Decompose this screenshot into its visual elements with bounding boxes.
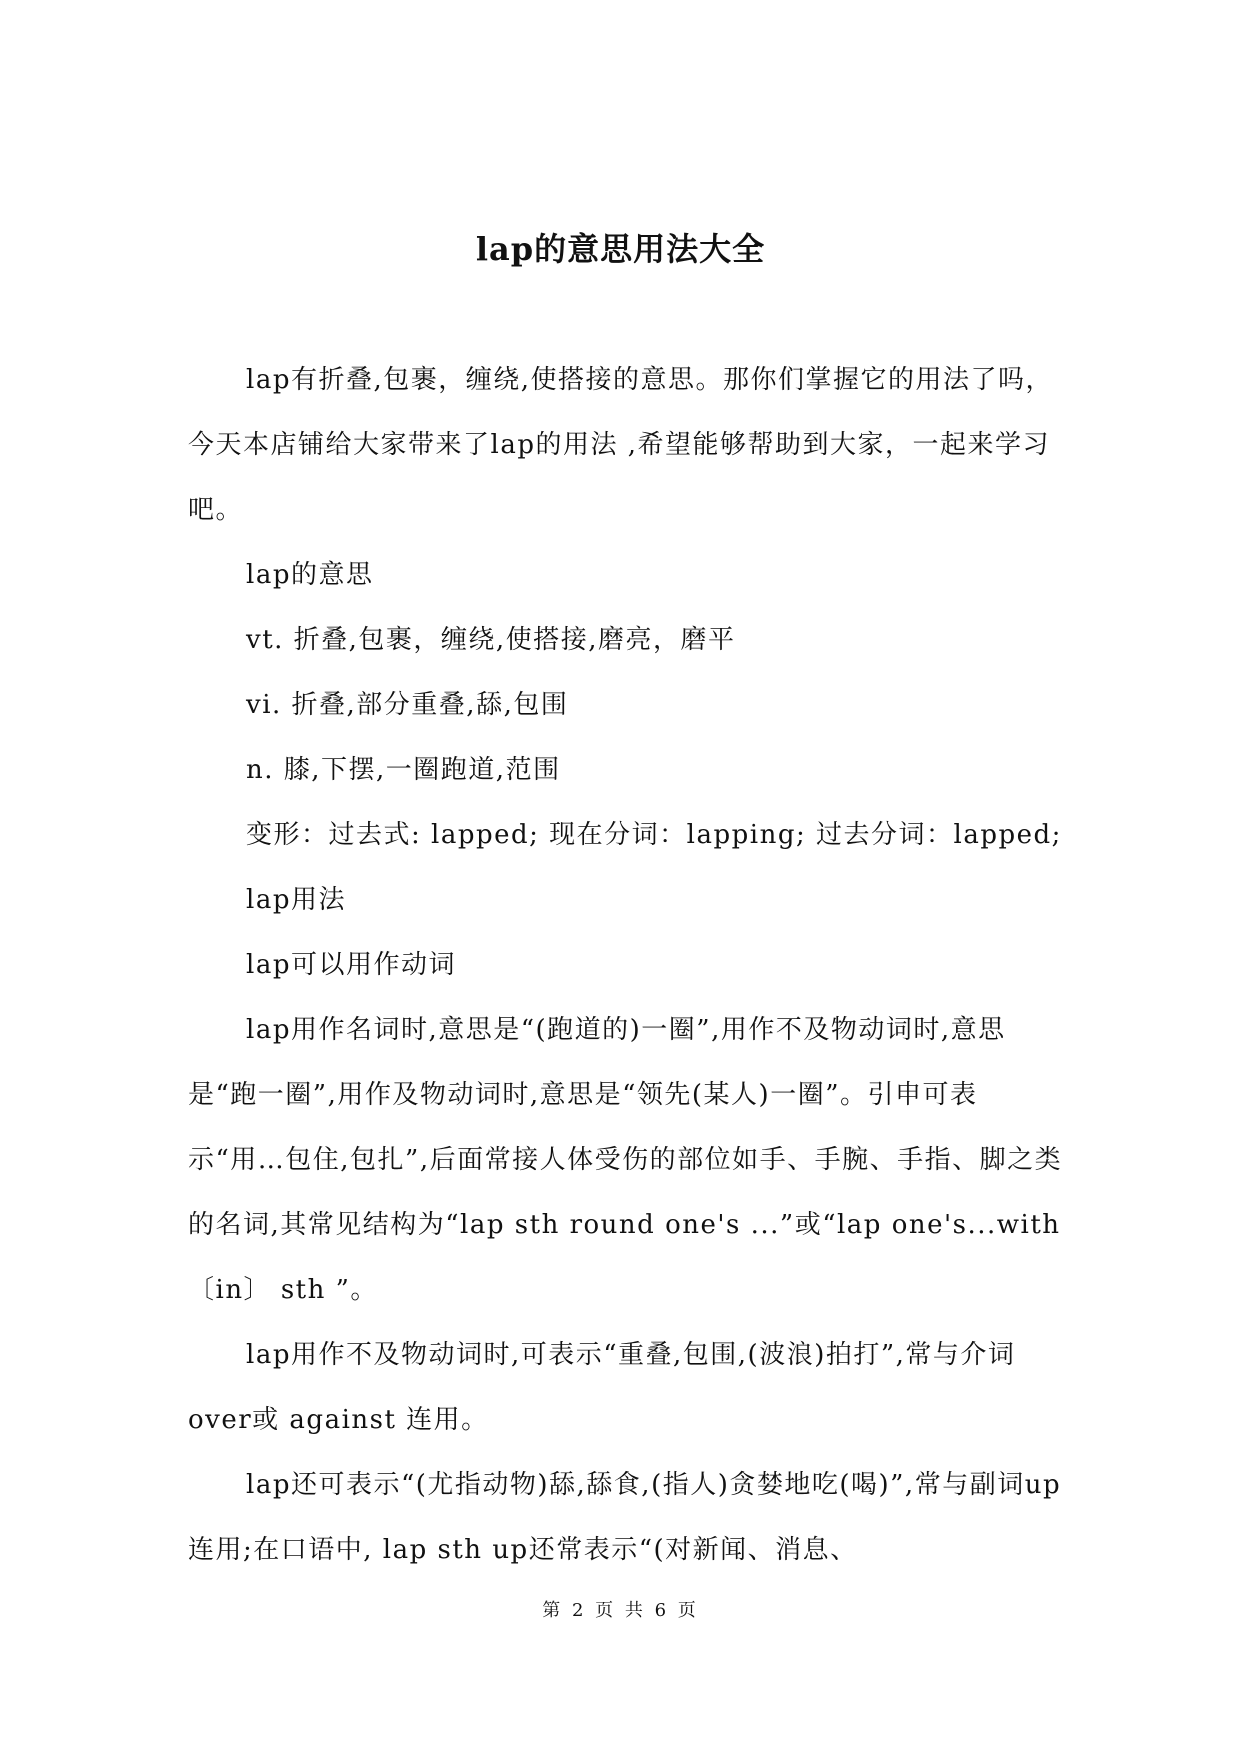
usage-paragraph: lap用作不及物动词时,可表示“重叠,包围,(波浪)拍打”,常与介词over或 against 连用。 bbox=[188, 1340, 1016, 1435]
inflections-line: 变形：过去式: lapped; 现在分词：lapping; 过去分词：lapped; bbox=[246, 820, 1062, 850]
document-body bbox=[188, 348, 1068, 1583]
definition-vt: vt. 折叠,包裹，缠绕,使搭接,磨亮，磨平 bbox=[246, 625, 736, 655]
section-heading-meaning: lap的意思 bbox=[246, 560, 374, 590]
definition-vi: vi. 折叠,部分重叠,舔,包围 bbox=[246, 690, 569, 720]
page-footer: 第 2 页 共 6 页 bbox=[542, 1600, 699, 1621]
document-title: lap的意思用法大全 bbox=[475, 230, 766, 268]
usage-paragraph: lap还可表示“(尤指动物)舔,舔食,(指人)贪婪地吃(喝)”,常与副词up连用;在口语中, lap sth up还常表示“(对新闻、消息、 bbox=[188, 1470, 1062, 1565]
definition-n: n. 膝,下摆,一圈跑道,范围 bbox=[246, 755, 561, 785]
intro-paragraph: lap有折叠,包裹，缠绕,使搭接的意思。那你们掌握它的用法了吗，今天本店铺给大家带来了lap的用法 ,希望能够帮助到大家，一起来学习吧。 bbox=[188, 365, 1053, 525]
usage-paragraph: lap用作名词时,意思是“(跑道的)一圈”,用作不及物动词时,意思是“跑一圈”,用作及物动词时,意思是“领先(某人)一圈”。引申可表示“用…包住,包扎”,后面常接人体受伤的部位如手、手腕、手指、脚之类的名词,其常见结构为“lap sth round one's ...”或“lap one's...with〔in〕 sth ”。 bbox=[188, 1015, 1063, 1305]
usage-verb-heading: lap可以用作动词 bbox=[246, 950, 456, 980]
section-heading-usage: lap用法 bbox=[246, 885, 346, 915]
